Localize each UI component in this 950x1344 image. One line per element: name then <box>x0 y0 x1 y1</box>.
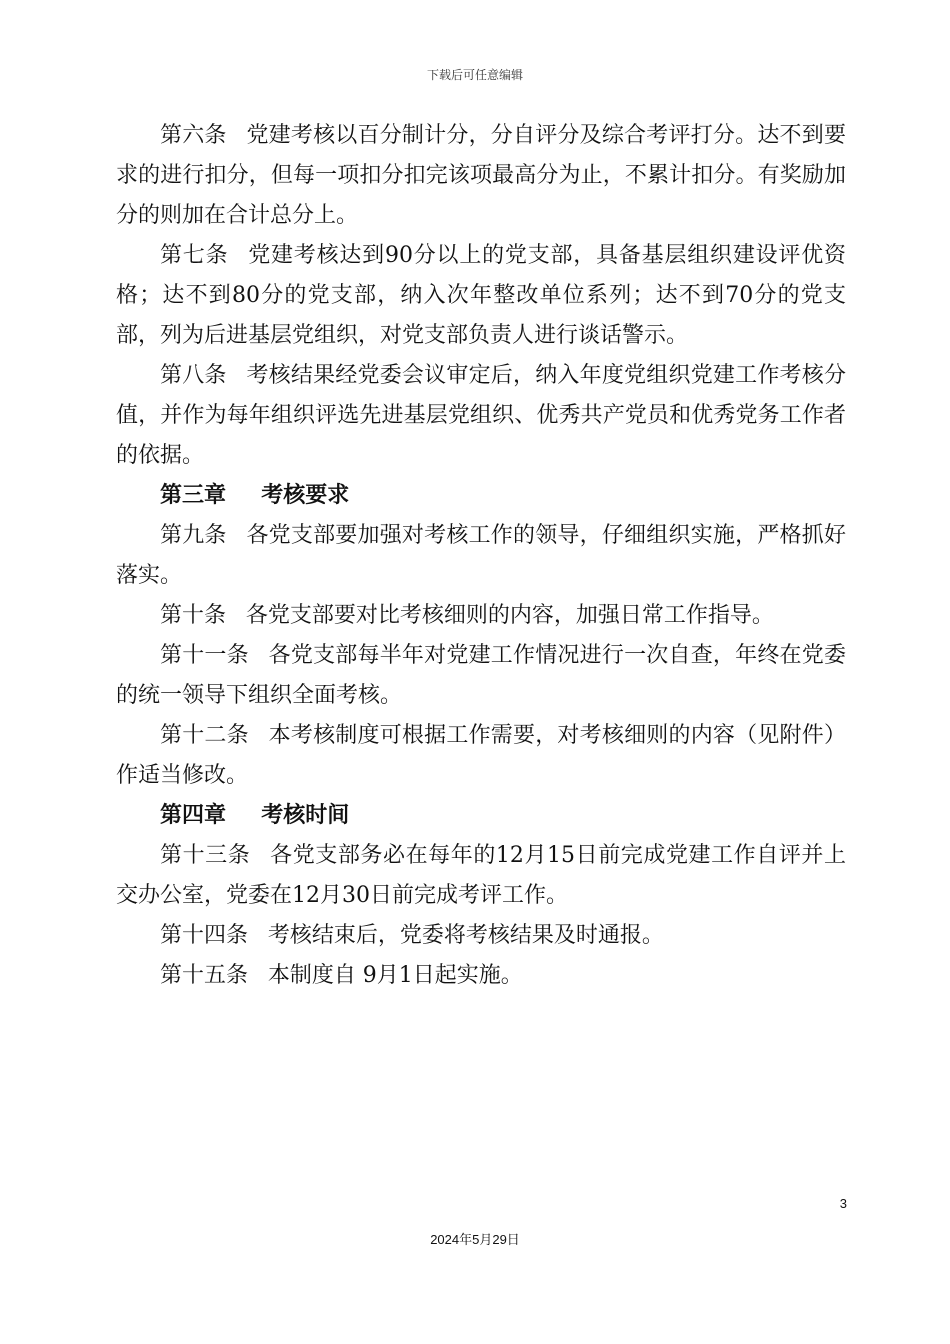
article-text: 考核结果经党委会议审定后，纳入年度党组织党建工作考核分值，并作为每年组织评选先进基层党组织、优秀共产党员和优秀党务工作者的依据。 <box>116 363 846 468</box>
article-text: 各党支部要对比考核细则的内容，加强日常工作指导。 <box>245 603 774 628</box>
article-label: 第六条 <box>160 123 227 148</box>
chapter-label: 第三章 <box>160 483 227 508</box>
article-text: 各党支部要加强对考核工作的领导，仔细组织实施，严格抓好落实。 <box>116 523 846 588</box>
article-text: 各党支部每半年对党建工作情况进行一次自查，年终在党委的统一领导下组织全面考核。 <box>116 643 846 708</box>
article-label: 第八条 <box>160 363 227 388</box>
chapter-4-heading <box>116 796 846 836</box>
article-text: 本考核制度可根据工作需要，对考核细则的内容（见附件）作适当修改。 <box>116 723 846 788</box>
page-header: 下载后可任意编辑 <box>426 68 523 82</box>
article-12 <box>116 716 846 796</box>
article-14 <box>116 916 846 956</box>
chapter-3-heading <box>116 476 846 516</box>
article-label: 第九条 <box>160 523 227 548</box>
chapter-title: 考核时间 <box>261 803 350 828</box>
article-label: 第十条 <box>160 603 227 628</box>
article-9 <box>116 516 846 596</box>
article-text: 本制度自 9月1日起实施。 <box>267 963 523 988</box>
article-text: 考核结束后，党委将考核结果及时通报。 <box>267 923 664 948</box>
article-11 <box>116 636 846 716</box>
article-label: 第十五条 <box>160 963 249 988</box>
article-6 <box>116 116 846 236</box>
article-15 <box>116 956 846 996</box>
article-text: 各党支部务必在每年的12月15日前完成党建工作自评并上交办公室，党委在12月30日前完成考评工作。 <box>116 843 846 908</box>
article-13 <box>116 836 846 916</box>
article-label: 第十二条 <box>160 723 249 748</box>
chapter-title: 考核要求 <box>261 483 350 508</box>
article-7 <box>116 236 846 356</box>
chapter-label: 第四章 <box>160 803 227 828</box>
article-text: 党建考核以百分制计分，分自评分及综合考评打分。达不到要求的进行扣分，但每一项扣分扣完该项最高分为止，不累计扣分。有奖励加分的则加在合计总分上。 <box>116 123 846 228</box>
article-text: 党建考核达到90分以上的党支部，具备基层组织建设评优资格；达不到80分的党支部，纳入次年整改单位系列；达不到70分的党支部，列为后进基层党组织，对党支部负责人进行谈话警示。 <box>116 243 846 348</box>
article-label: 第七条 <box>160 243 229 268</box>
article-10 <box>116 596 846 636</box>
footer-date: 2024年5月29日 <box>430 1232 520 1247</box>
article-label: 第十一条 <box>160 643 249 668</box>
page-number: 3 <box>839 1196 847 1211</box>
article-8 <box>116 356 846 476</box>
document-body <box>116 116 846 996</box>
article-label: 第十四条 <box>160 923 249 948</box>
article-label: 第十三条 <box>160 843 251 868</box>
